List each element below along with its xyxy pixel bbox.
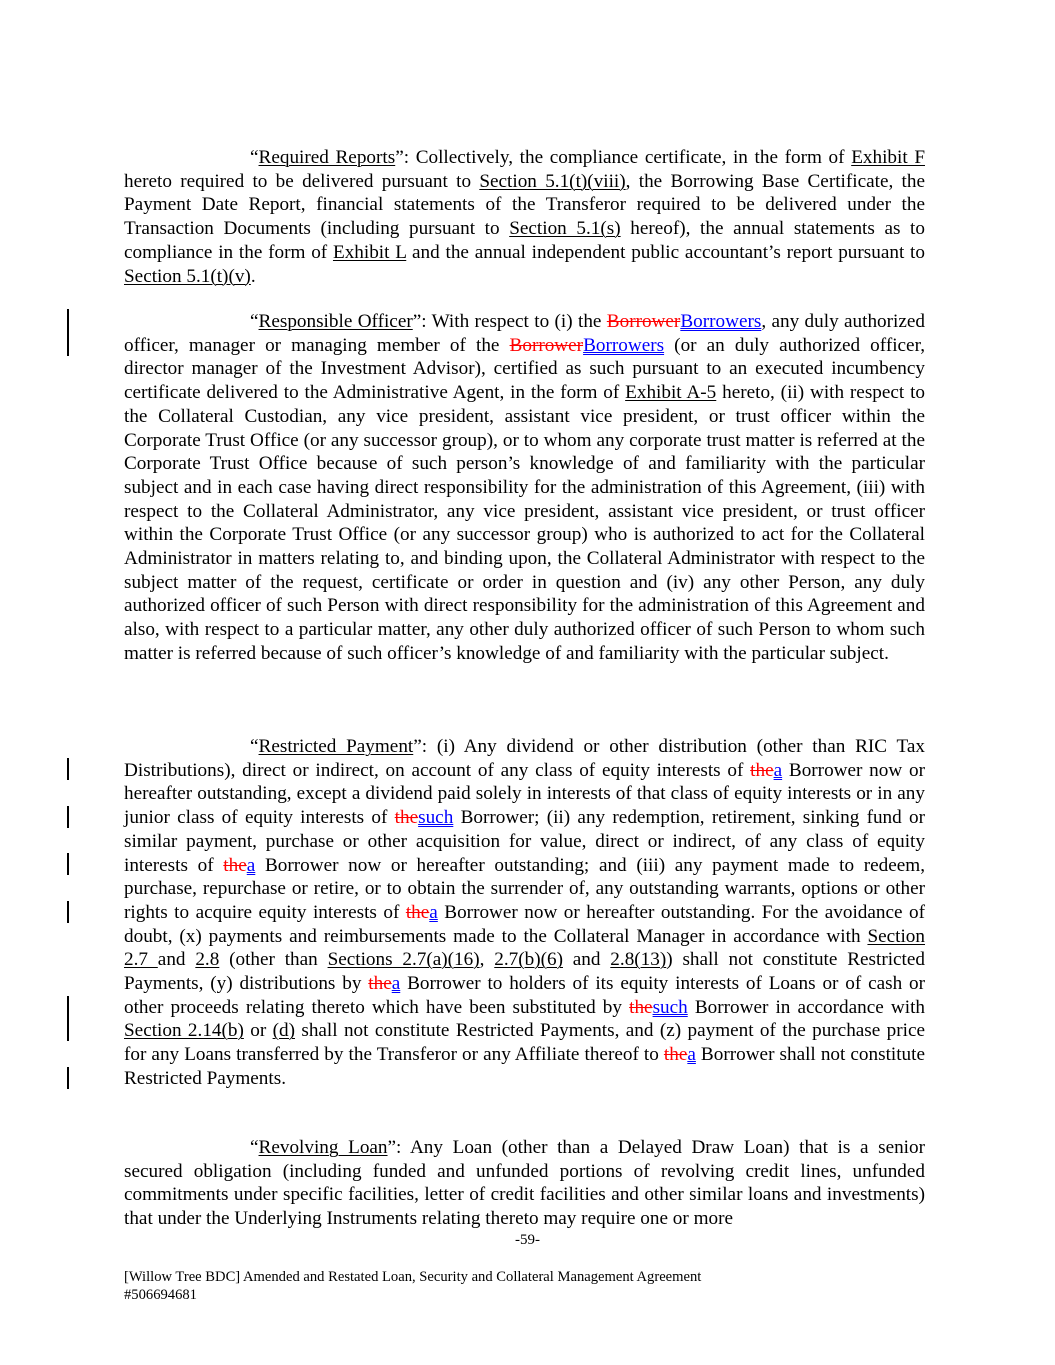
- inserted-text: a: [429, 901, 438, 923]
- inserted-text: Borrowers: [680, 311, 762, 332]
- deleted-text: the: [629, 996, 653, 1018]
- deleted-text: the: [368, 973, 392, 995]
- change-bar: [67, 758, 69, 780]
- definition-responsible-officer: “Responsible Officer”: With respect to (i) the BorrowerBorrowers, any duly authorized officer, manager or managing member of the BorrowerBorrowers (or an duly authorized officer, director manager of the Investment Advisor), certified as such pursuant to an executed incumbency certificate delivered to the Administrative Agent, in the form of Exhibit A-5 hereto, (ii) with respect to the Collateral Custodian, any vice president, assistant vice president, or trust officer within the Corporate Trust Office (or any successor group), or to whom any corporate trust matter is referred at the Corporate Trust Office because of such person’s knowledge of and familiarity with the particular subject and in each case having direct responsibility for the administration of this Agreement, (iii) with respect to the Collateral Administrator, any vice president, assistant vice president, or trust officer within the Corporate Trust Office (or any successor group) who is authorized to act for the Collateral Administrator in matters relating to, and binding upon, the Collateral Administrator with respect to the subject matter of the request, certificate or order in question and (iv) any other Person, any duly authorized officer of such Person with direct responsibility for the administration of this Agreement and also, with respect to a particular matter, any other duly authorized officer of such Person to whom such matter is referred because of such officer’s knowledge of and familiarity with the particular subject.: [124, 311, 926, 664]
- deleted-text: Borrower: [606, 311, 681, 332]
- change-bar: [67, 901, 69, 923]
- change-bar: [67, 309, 69, 356]
- cross-reference: Section 2.14(b): [124, 1020, 244, 1042]
- cross-reference: (d): [272, 1020, 295, 1042]
- defined-term: Revolving Loan: [258, 1137, 388, 1158]
- deleted-text: the: [405, 901, 430, 923]
- definition-required-reports: “Required Reports”: Collectively, the compliance certificate, in the form of Exhibit F hereto required to be delivered pursuant to Section 5.1(t)(viii), the Borrowing Base Certificate, the Payment Date Report, financial statements of the Transferor required to be delivered under the Transaction Documents (including pursuant to Section 5.1(s) hereof), the annual statements as to compliance in the form of Exhibit L and the annual independent public accountant’s report pursuant to Section 5.1(t)(v).: [124, 147, 925, 287]
- inserted-text: such: [418, 807, 454, 829]
- cross-reference: Section 2.7: [124, 925, 925, 971]
- defined-term: Restricted Payment: [258, 736, 414, 757]
- cross-reference: Exhibit A-5: [625, 382, 717, 404]
- deleted-text: the: [394, 807, 419, 829]
- definition-revolving-loan: “Revolving Loan”: Any Loan (other than a Delayed Draw Loan) that is a senior secured obligation (including funded and unfunded portions of revolving credit lines, unfunded commitments under specific facilities, letter of credit facilities and other similar loans and investments) that under the Underlying Instruments relating thereto may require one or more: [124, 1137, 925, 1230]
- definition-restricted-payment: “Restricted Payment”: (i) Any dividend or other distribution (other than RIC Tax Distributions), direct or indirect, on account of any class of equity interests of thea Borrower now or hereafter outstanding, except a dividend paid solely in interests of that class of equity interests or in any junior class of equity interests of thesuch Borrower; (ii) any redemption, retirement, sinking fund or similar payment, purchase or other acquisition for value, direct or indirect, of any class of equity interests of thea Borrower now or hereafter outstanding; and (iii) any payment made to redeem, purchase, repurchase or retire, or to obtain the surrender of, any outstanding warrants, options or other rights to acquire equity interests of thea Borrower now or hereafter outstanding. For the avoidance of doubt, (x) payments and reimbursements made to the Collateral Manager in accordance with Section 2.7 and 2.8 (other than Sections 2.7(a)(16), 2.7(b)(6) and 2.8(13)) shall not constitute Restricted Payments, (y) distributions by thea Borrower to holders of its equity interests of Loans or of cash or other proceeds relating thereto which have been substituted by thesuch Borrower in accordance with Section 2.14(b) or (d) shall not constitute Restricted Payments, and (z) payment of the purchase price for any Loans transferred by the Transferor or any Affiliate thereof to thea Borrower shall not constitute Restricted Payments.: [124, 736, 926, 1089]
- footer-doc-id: #506694681: [124, 1287, 197, 1303]
- deleted-text: the: [750, 759, 774, 781]
- deleted-text: the: [223, 854, 247, 876]
- cross-reference: Section 5.1(t)(viii): [479, 170, 626, 192]
- cross-reference: Exhibit F: [851, 147, 925, 168]
- cross-reference: 2.7(b)(6): [494, 949, 563, 971]
- document-footer: [124, 1268, 884, 1304]
- inserted-text: Borrowers: [583, 334, 665, 356]
- defined-term: Responsible Officer: [258, 311, 413, 332]
- cross-reference: Sections 2.7(a)(16): [327, 949, 480, 971]
- change-bar: [67, 806, 69, 828]
- page-number: -59-: [515, 1232, 540, 1248]
- deleted-text: Borrower: [509, 334, 584, 356]
- footer-title: [Willow Tree BDC] Amended and Restated Loan, Security and Collateral Management Agreement: [124, 1269, 702, 1285]
- inserted-text: a: [687, 1044, 696, 1066]
- change-bar: [67, 853, 69, 875]
- cross-reference: Exhibit L: [332, 241, 407, 263]
- change-bar: [67, 996, 69, 1041]
- inserted-text: a: [246, 854, 256, 876]
- cross-reference: 2.8(13): [610, 949, 667, 971]
- inserted-text: a: [391, 973, 401, 995]
- defined-term: Required Reports: [258, 147, 396, 168]
- change-bar: [67, 1067, 69, 1089]
- inserted-text: a: [773, 759, 783, 781]
- inserted-text: such: [652, 996, 688, 1018]
- deleted-text: the: [663, 1044, 688, 1066]
- cross-reference: Section 5.1(s): [509, 218, 621, 240]
- cross-reference: Section 5.1(t)(v): [124, 265, 251, 287]
- cross-reference: 2.8: [195, 949, 220, 971]
